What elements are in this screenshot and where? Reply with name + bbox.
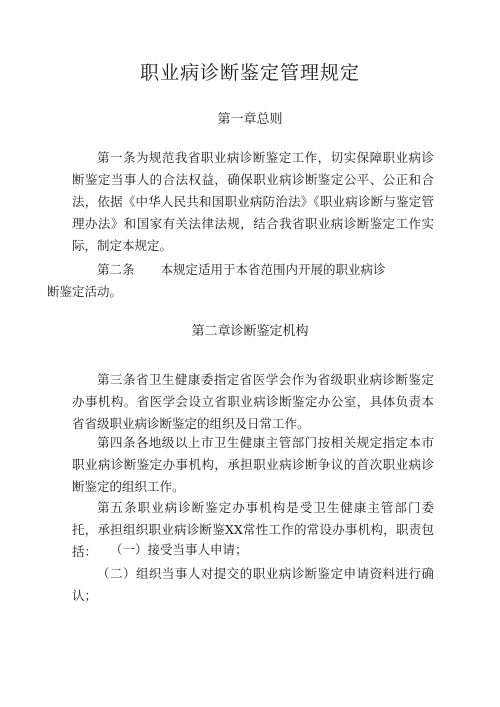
chapter-heading: 第一章总则 [217, 112, 283, 127]
article-paragraph [47, 259, 434, 303]
article-paragraph: 第三条省卫生健康委指定省医学会作为省级职业病诊断鉴定办事机构。省医学会设立省职业病诊断鉴定办公室，具体负责本省省级职业病诊断鉴定的组织及日常工作。 [72, 372, 434, 431]
article-text: 断鉴定活动。 [47, 284, 123, 299]
article-label: 第二条 [97, 262, 135, 277]
list-item: （一）接受当事人申请； [110, 542, 248, 557]
document-title: 职业病诊断鉴定管理规定 [139, 62, 360, 84]
article-paragraph: 第五条职业病诊断鉴定办事机构是受卫生健康主管部门委托，承担组织职业病诊断鉴XX常性工作的常设办事机构，职责包括： [72, 500, 434, 559]
article-paragraph: 第四条各地级以上市卫生健康主管部门按相关规定指定本市职业病诊断鉴定办事机构，承担职业病诊断争议的首次职业病诊断鉴定的组织工作。 [72, 435, 434, 494]
article-paragraph: 第一条为规范我省职业病诊断鉴定工作，切实保障职业病诊断鉴定当事人的合法权益，确保职业病诊断鉴定公平、公正和合法，依据《中华人民共和国职业病防治法》《职业病诊断与鉴定管理办法》和国家有关法律法规，结合我省职业病诊断鉴定工作实际，制定本规定。 [72, 150, 434, 253]
article-text: 本规定适用于本省范围内开展的职业病诊 [160, 262, 386, 277]
list-item: （二）组织当事人对提交的职业病诊断鉴定申请资料进行确认； [72, 566, 434, 603]
chapter-heading: 第二章诊断鉴定机构 [191, 324, 309, 339]
